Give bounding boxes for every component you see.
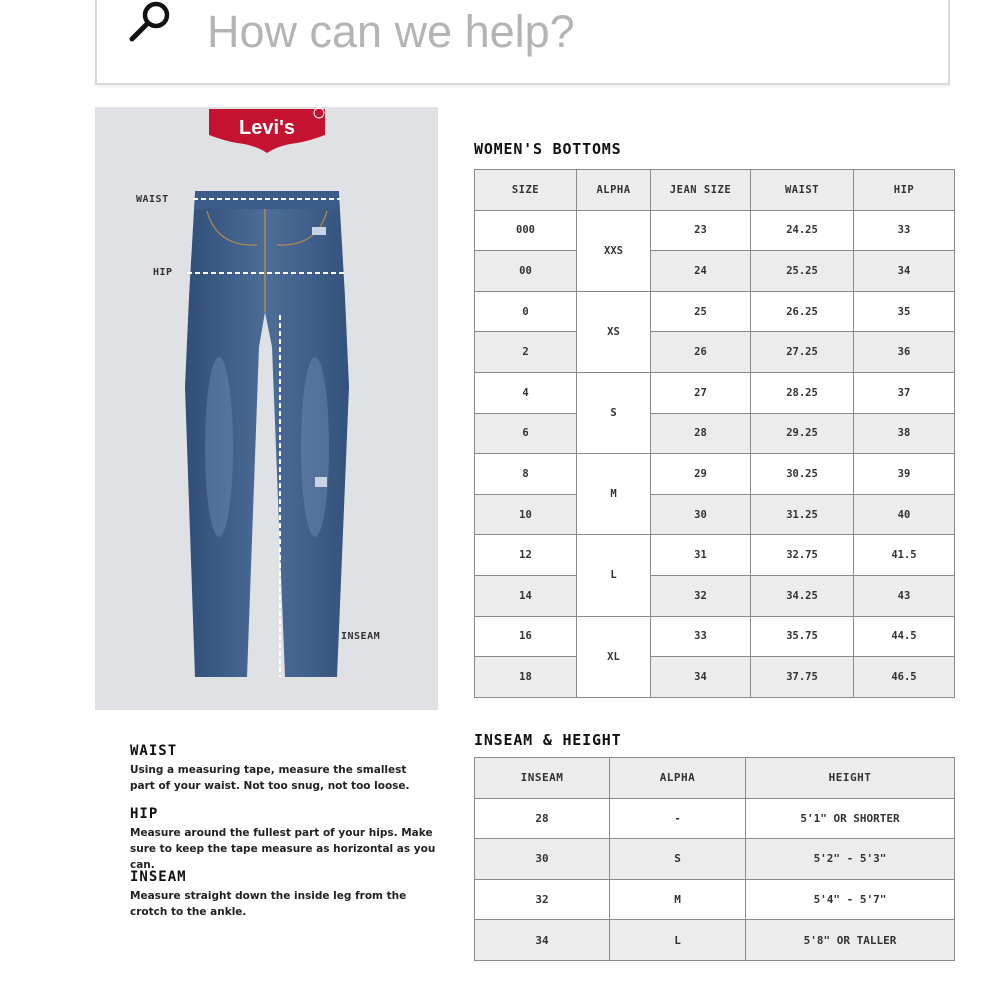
size-cell: 16 — [475, 616, 577, 657]
hip-cell: 33 — [854, 210, 955, 251]
column-header: ALPHA — [577, 170, 651, 211]
column-header: WAIST — [751, 170, 854, 211]
alpha-cell: XS — [577, 291, 651, 372]
guide-hip-title: HIP — [130, 806, 159, 822]
inseam-cell: 34 — [475, 920, 610, 961]
womens-bottoms-table — [474, 169, 955, 698]
table-row — [475, 210, 955, 251]
alpha-cell: M — [610, 879, 746, 920]
hip-cell: 37 — [854, 372, 955, 413]
table-row — [475, 372, 955, 413]
jean-size-cell: 23 — [651, 210, 751, 251]
waist-cell: 25.25 — [751, 251, 854, 292]
height-cell: 5'2" - 5'3" — [746, 839, 955, 880]
alpha-cell: M — [577, 454, 651, 535]
size-cell: 8 — [475, 454, 577, 495]
column-header: HIP — [854, 170, 955, 211]
jean-size-cell: 34 — [651, 657, 751, 698]
table-row — [475, 839, 955, 880]
search-bar[interactable] — [95, 0, 950, 85]
size-cell: 2 — [475, 332, 577, 373]
hip-cell: 43 — [854, 575, 955, 616]
alpha-cell: L — [577, 535, 651, 616]
inseam-cell: 32 — [475, 879, 610, 920]
inseam-cell: 28 — [475, 798, 610, 839]
size-cell: 000 — [475, 210, 577, 251]
column-header: ALPHA — [610, 758, 746, 799]
inseam-height-table — [474, 757, 955, 961]
jean-size-cell: 29 — [651, 454, 751, 495]
hip-cell: 34 — [854, 251, 955, 292]
waist-cell: 31.25 — [751, 494, 854, 535]
alpha-cell: S — [577, 372, 651, 453]
logo-text: Levi's — [239, 117, 295, 139]
table-row — [475, 879, 955, 920]
size-cell: 12 — [475, 535, 577, 576]
table-row — [475, 920, 955, 961]
alpha-cell: S — [610, 839, 746, 880]
waist-cell: 30.25 — [751, 454, 854, 495]
waist-cell: 24.25 — [751, 210, 854, 251]
hip-cell: 36 — [854, 332, 955, 373]
jean-size-cell: 32 — [651, 575, 751, 616]
guide-hip-text: Measure around the fullest part of your hips. Make sure to keep the tape measure as horizontal as you can. — [130, 827, 436, 871]
jean-size-cell: 31 — [651, 535, 751, 576]
table-row — [475, 332, 955, 373]
search-input[interactable] — [205, 0, 909, 64]
womens-bottoms-title: WOMEN'S BOTTOMS — [474, 140, 622, 158]
jean-size-cell: 28 — [651, 413, 751, 454]
table-row — [475, 291, 955, 332]
guide-inseam-text: Measure straight down the inside leg from the crotch to the ankle. — [130, 890, 407, 918]
waist-cell: 27.25 — [751, 332, 854, 373]
inseam-cell: 30 — [475, 839, 610, 880]
height-cell: 5'4" - 5'7" — [746, 879, 955, 920]
jean-size-cell: 33 — [651, 616, 751, 657]
table-header-row — [475, 170, 955, 211]
size-cell: 14 — [475, 575, 577, 616]
table-row — [475, 454, 955, 495]
hip-cell: 35 — [854, 291, 955, 332]
column-header: INSEAM — [475, 758, 610, 799]
guide-waist — [130, 743, 450, 794]
table-row — [475, 494, 955, 535]
guide-inseam — [130, 869, 450, 920]
search-icon[interactable] — [127, 0, 177, 48]
alpha-cell: XL — [577, 616, 651, 697]
alpha-cell: L — [610, 920, 746, 961]
table-row — [475, 616, 955, 657]
hip-cell: 40 — [854, 494, 955, 535]
jean-size-cell: 26 — [651, 332, 751, 373]
waist-cell: 32.75 — [751, 535, 854, 576]
size-cell: 18 — [475, 657, 577, 698]
height-cell: 5'1" OR SHORTER — [746, 798, 955, 839]
column-header: JEAN SIZE — [651, 170, 751, 211]
hip-cell: 38 — [854, 413, 955, 454]
waist-cell: 34.25 — [751, 575, 854, 616]
alpha-cell: XXS — [577, 210, 651, 291]
inseam-height-title: INSEAM & HEIGHT — [474, 731, 622, 749]
jean-size-cell: 24 — [651, 251, 751, 292]
levis-logo — [207, 107, 327, 157]
inseam-figure-label: INSEAM — [341, 631, 381, 642]
alpha-cell: - — [610, 798, 746, 839]
waist-cell: 37.75 — [751, 657, 854, 698]
size-cell: 6 — [475, 413, 577, 454]
waist-cell: 35.75 — [751, 616, 854, 657]
size-cell: 10 — [475, 494, 577, 535]
waist-cell: 29.25 — [751, 413, 854, 454]
fit-figure-panel — [95, 107, 438, 710]
waist-figure-label: WAIST — [136, 194, 169, 205]
hip-cell: 41.5 — [854, 535, 955, 576]
hip-figure-label: HIP — [153, 267, 173, 278]
height-cell: 5'8" OR TALLER — [746, 920, 955, 961]
table-row — [475, 798, 955, 839]
size-cell: 4 — [475, 372, 577, 413]
table-row — [475, 535, 955, 576]
guide-waist-text: Using a measuring tape, measure the smallest part of your waist. Not too snug, not too loose. — [130, 764, 410, 792]
table-row — [475, 251, 955, 292]
waist-cell: 28.25 — [751, 372, 854, 413]
guide-hip — [130, 806, 450, 873]
jean-size-cell: 25 — [651, 291, 751, 332]
hip-cell: 39 — [854, 454, 955, 495]
hip-cell: 46.5 — [854, 657, 955, 698]
size-cell: 00 — [475, 251, 577, 292]
table-header-row — [475, 758, 955, 799]
guide-inseam-title: INSEAM — [130, 869, 187, 885]
waist-cell: 26.25 — [751, 291, 854, 332]
size-cell: 0 — [475, 291, 577, 332]
table-row — [475, 413, 955, 454]
hip-cell: 44.5 — [854, 616, 955, 657]
jean-size-cell: 27 — [651, 372, 751, 413]
jeans-illustration — [177, 187, 357, 687]
column-header: HEIGHT — [746, 758, 955, 799]
table-row — [475, 575, 955, 616]
table-row — [475, 657, 955, 698]
jean-size-cell: 30 — [651, 494, 751, 535]
guide-waist-title: WAIST — [130, 743, 178, 759]
column-header: SIZE — [475, 170, 577, 211]
